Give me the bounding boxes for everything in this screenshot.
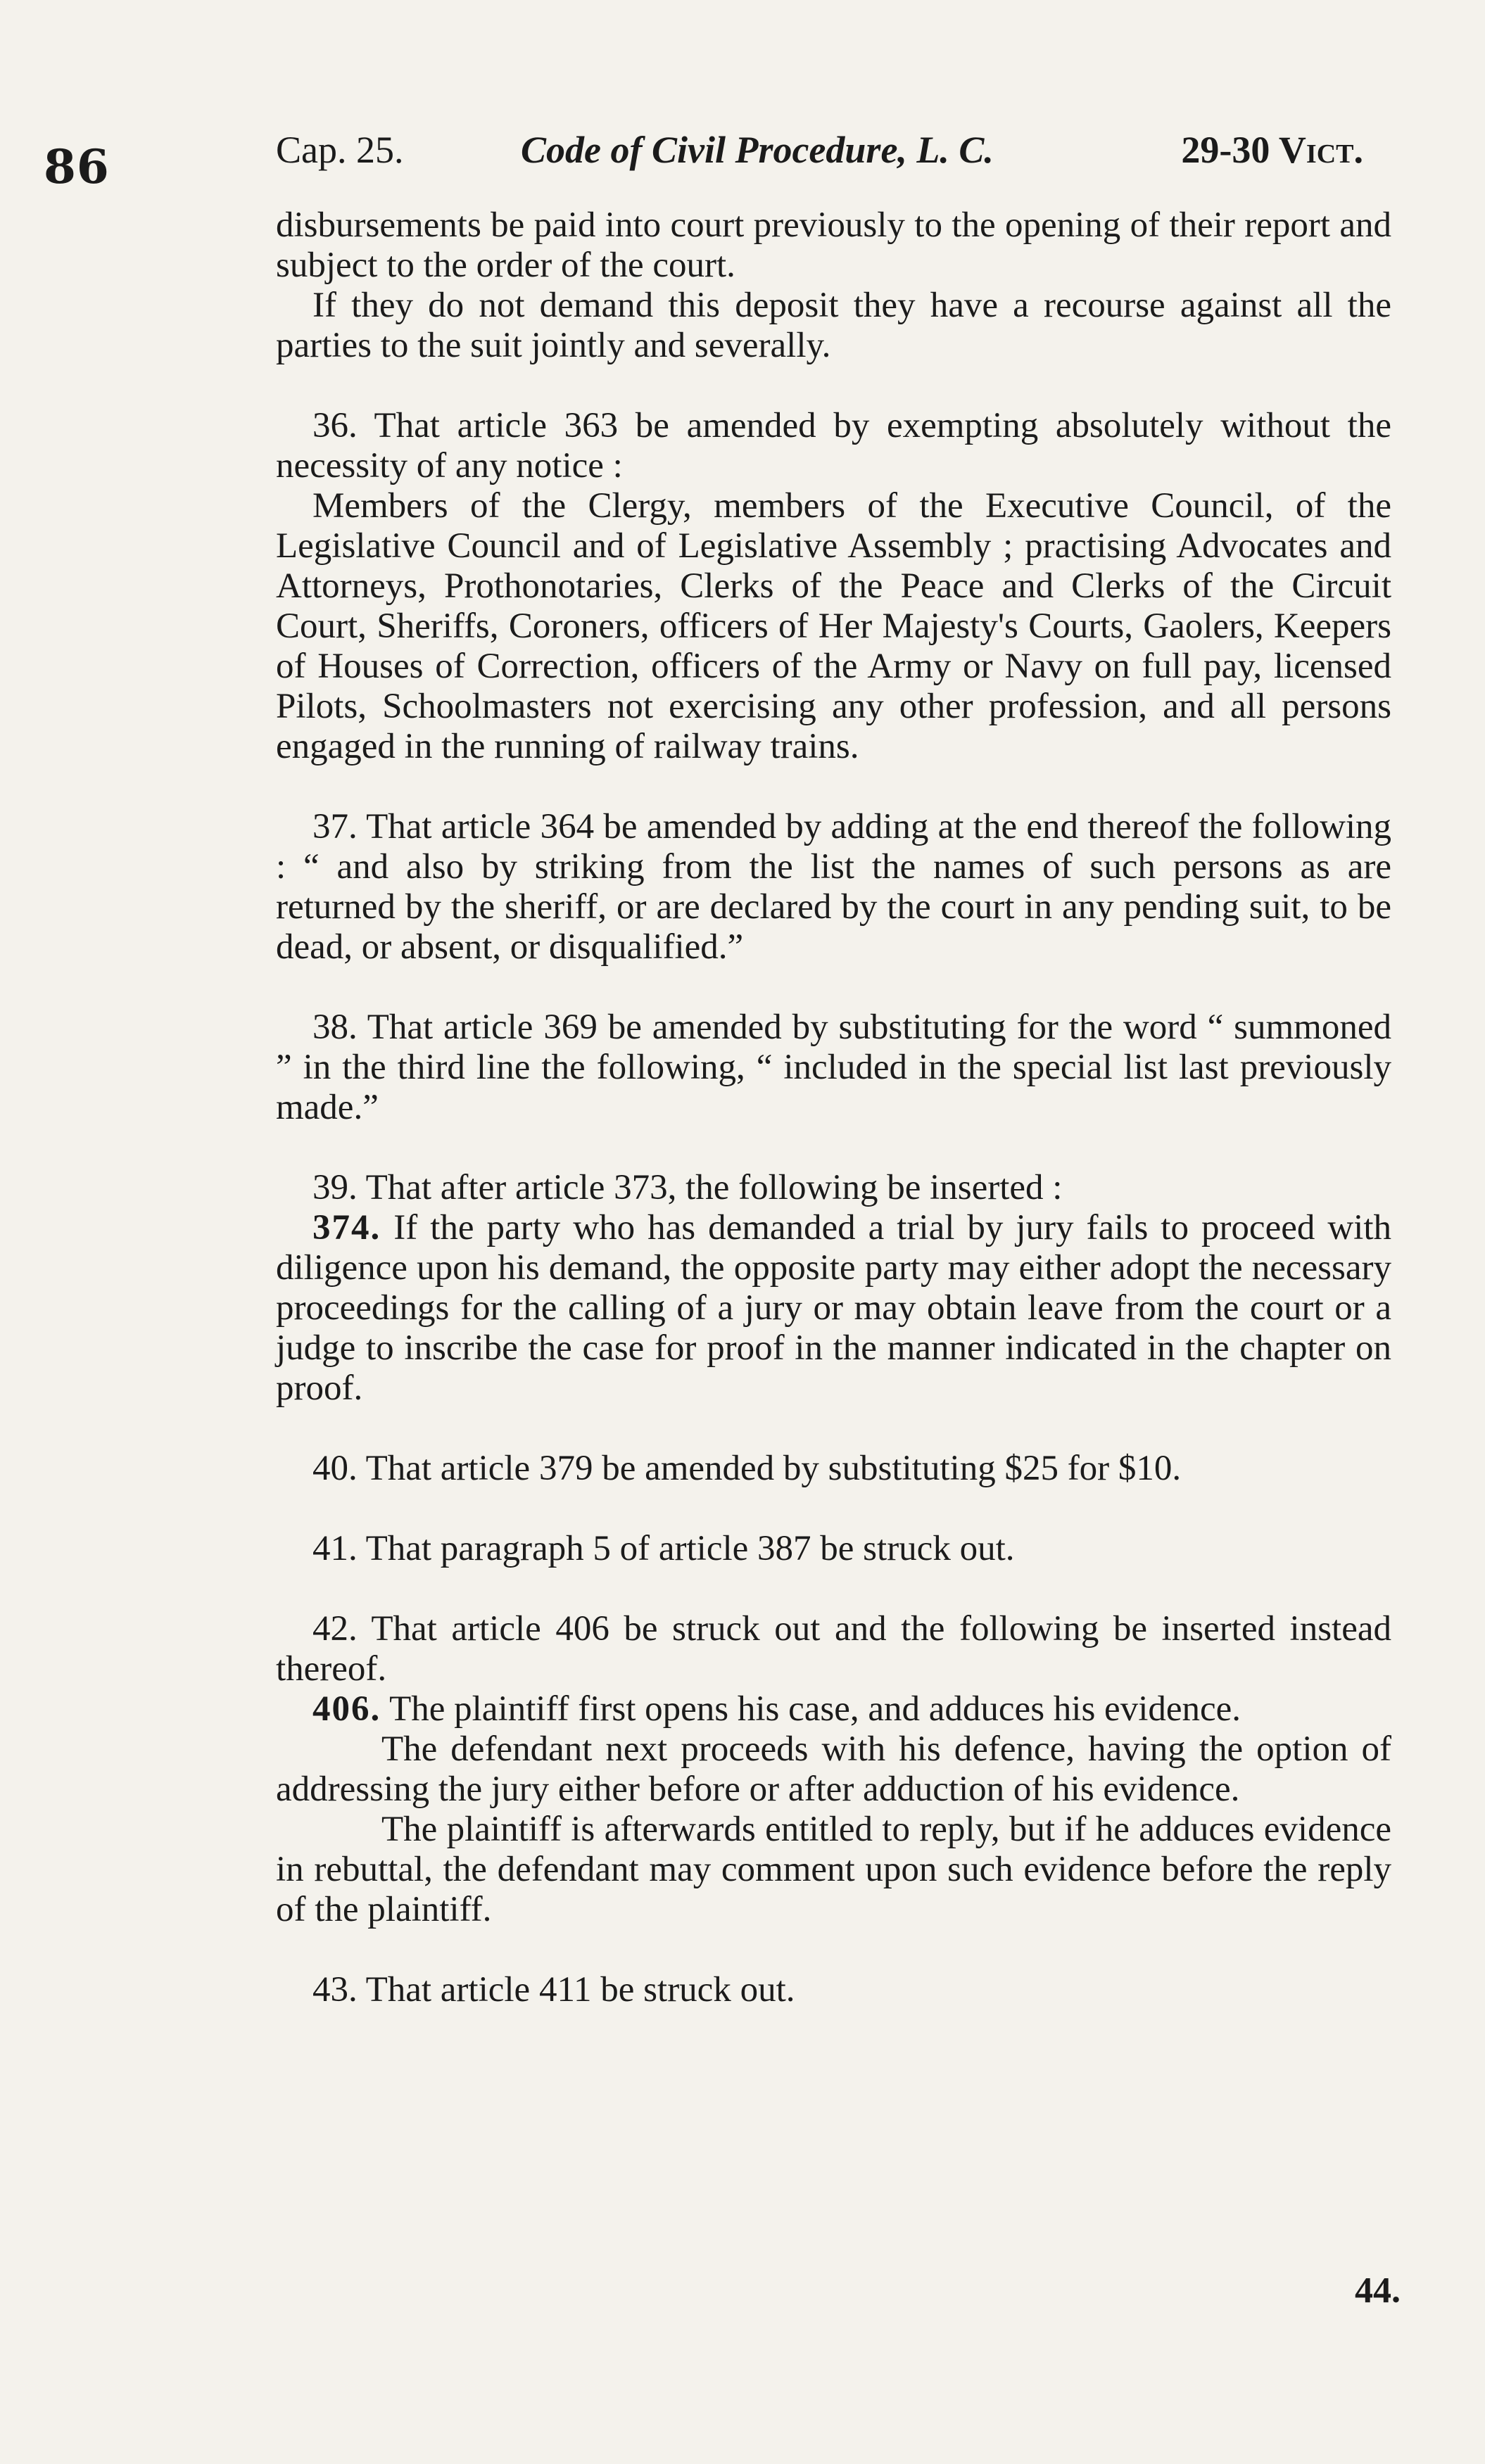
paragraph-deposit: If they do not demand this deposit they have a recourse against all the parties to the suit jointly and severally. [276,286,1391,365]
article-406-text: The plaintiff first opens his case, and adduces his evidence. [389,1689,1241,1729]
body-text [276,205,1391,2010]
section-36-intro: 36. That article 363 be amended by exempting absolutely without the necessity of any notice : [276,406,1391,485]
section-43: 43. That article 411 be struck out. [312,1970,795,2009]
paragraph-disbursements: disbursements be paid into court previously to the opening of their report and subject to the order of the court. [276,205,1391,285]
article-374-number: 374. [312,1208,381,1247]
section-42-intro: 42. That article 406 be struck out and the following be inserted instead thereof. [276,1609,1391,1689]
article-406-reply: The plaintiff is afterwards entitled to reply, but if he adduces evidence in rebuttal, the defendant may comment upon such evidence before the reply of the plaintiff. [276,1810,1391,1929]
article-406-number: 406. [312,1689,381,1729]
catchword: 44. [1355,2271,1401,2311]
article-374 [276,1208,1391,1409]
session-label: 29-30 Vict. [1181,129,1363,171]
page-number: 86 [44,139,110,194]
section-39-intro: 39. That after article 373, the following be inserted : [312,1168,1063,1207]
section-36-exemptions: Members of the Clergy, members of the Executive Council, of the Legislative Council and of Legislative Assembly ; practising Advocates and Attorneys, Prothonotaries, Clerks of the Peace and Clerks of the Circuit Court, Sheriffs, Coroners, officers of Her Majesty's Courts, Gaolers, Keepers of Houses of Correction, officers of the Army or Navy on full pay, licensed Pilots, Schoolmasters not exercising any other profession, and all persons engaged in the running of railway trains. [276,486,1391,766]
article-406-defence: The defendant next proceeds with his defence, having the option of addressing the jury either before or after adduction of his evidence. [276,1729,1391,1809]
section-37: 37. That article 364 be amended by adding at the end thereof the following : “ and also by striking from the list the names of such persons as are returned by the sheriff, or are declared by the court in any pending suit, to be dead, or absent, or disqualified.” [276,807,1391,967]
chapter-number: Cap. 25. [276,129,404,171]
article-406 [276,1689,1391,1729]
section-41: 41. That paragraph 5 of article 387 be struck out. [312,1529,1015,1568]
running-title: Code of Civil Procedure, L. C. [521,129,994,171]
section-38: 38. That article 369 be amended by substituting for the word “ summoned ” in the third line the following, “ included in the special list last previously made.” [276,1008,1391,1127]
article-374-text: If the party who has demanded a trial by jury fails to proceed with diligence upon his demand, the opposite party may either adopt the necessary proceedings for the calling of a jury or may obtain leave from the court or a judge to inscribe the case for proof in the manner indicated in the chapter on proof. [276,1208,1391,1408]
running-head [276,128,1363,177]
section-40: 40. That article 379 be amended by substituting $25 for $10. [312,1449,1182,1488]
